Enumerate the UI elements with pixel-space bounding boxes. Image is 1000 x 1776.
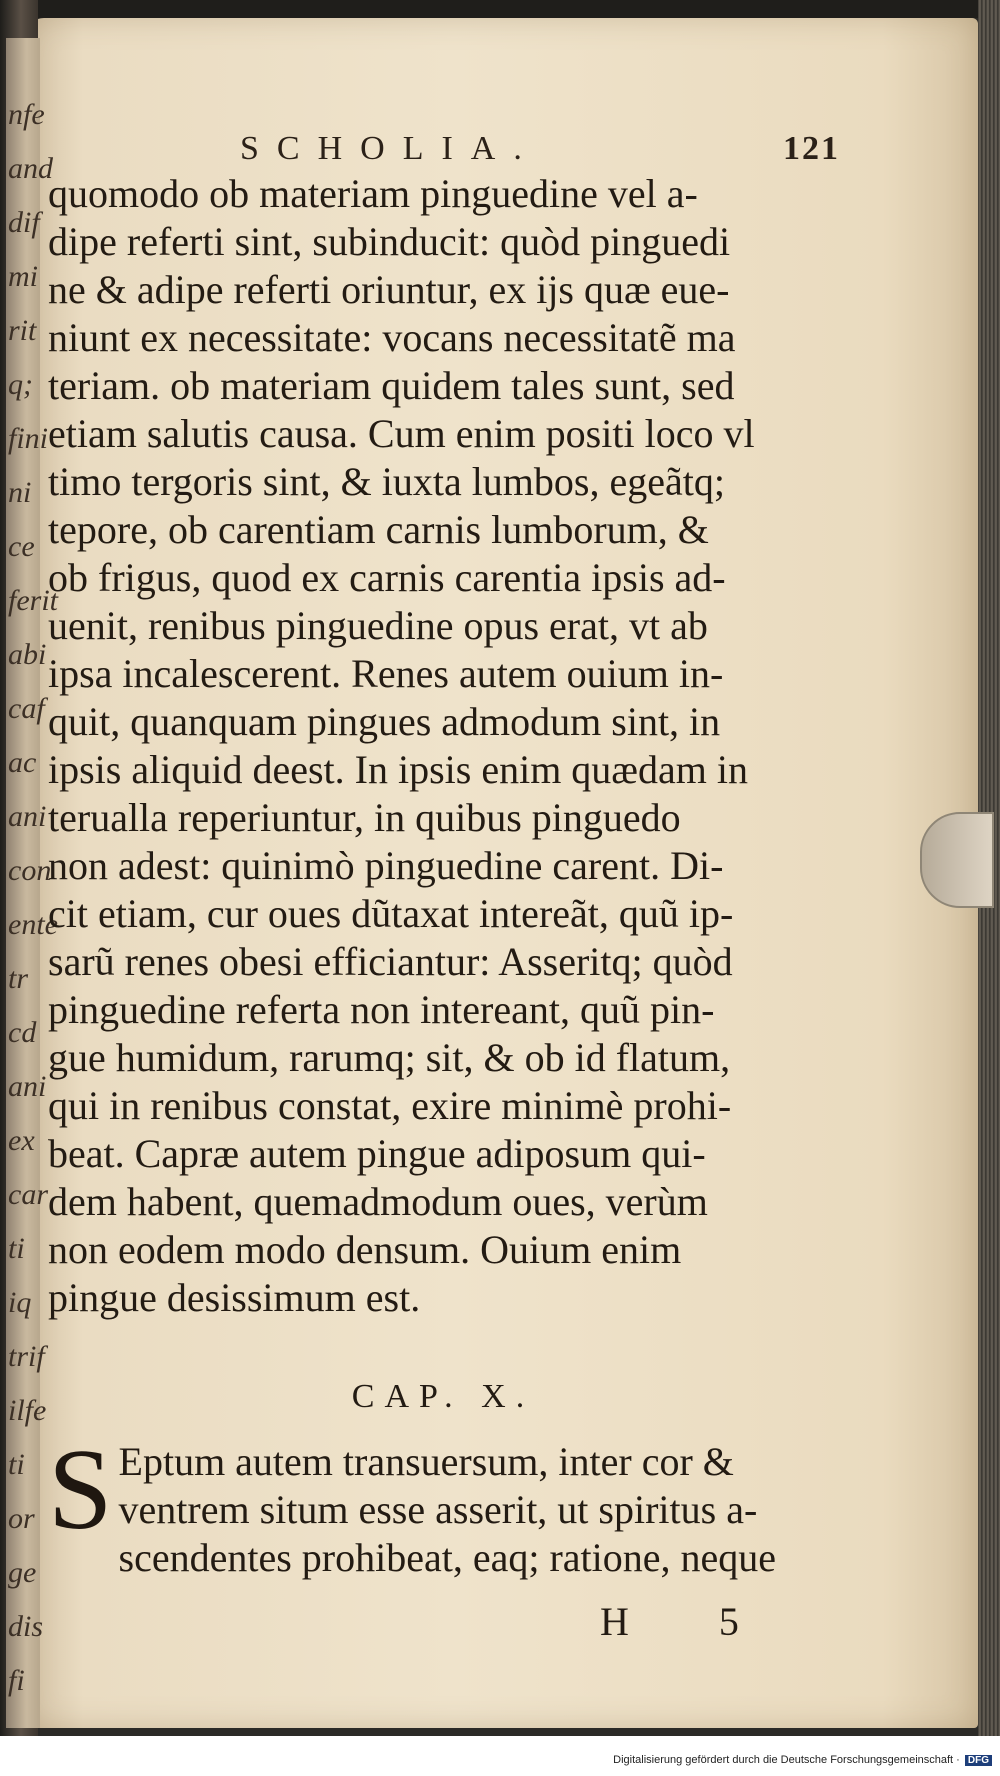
facing-page-fragment: or bbox=[8, 1502, 35, 1535]
facing-page-fragment: ente bbox=[8, 908, 58, 941]
facing-page-edge bbox=[6, 38, 58, 1728]
text-line: ipsis aliquid deest. In ipsis enim quædam in bbox=[48, 747, 748, 792]
facing-page-fragment: car bbox=[8, 1178, 48, 1211]
facing-page-fragment: trif bbox=[8, 1340, 45, 1373]
text-line: ob frigus, quod ex carnis carentia ipsis ad- bbox=[48, 555, 726, 600]
chapter-text-line: ventrem situm esse asserit, ut spiritus a- bbox=[118, 1487, 758, 1532]
body-text bbox=[48, 170, 838, 1322]
credit-text: Digitalisierung gefördert durch die Deutsche Forschungsgemeinschaft · bbox=[613, 1754, 960, 1766]
facing-page-fragment: con bbox=[8, 854, 52, 887]
facing-page-fragment: abi bbox=[8, 638, 47, 671]
facing-page-fragment: and bbox=[8, 152, 53, 185]
text-line: qui in renibus constat, exire minimè prohi- bbox=[48, 1083, 732, 1128]
running-title: SCHOLIA. bbox=[240, 130, 540, 167]
drop-cap-initial: S bbox=[48, 1426, 113, 1554]
facing-page-fragment: dis bbox=[8, 1610, 44, 1643]
facing-page-fragment: ti bbox=[8, 1232, 25, 1265]
facing-page-fragment: ac bbox=[8, 746, 37, 779]
text-line: etiam salutis causa. Cum enim positi loco vl bbox=[48, 411, 755, 456]
facing-page-fragment: ex bbox=[8, 1124, 35, 1157]
chapter-text bbox=[48, 1426, 838, 1582]
text-line: non eodem modo densum. Ouium enim bbox=[48, 1227, 682, 1272]
text-line: terualla reperiuntur, in quibus pinguedo bbox=[48, 795, 681, 840]
facing-page-fragment: ti bbox=[8, 1448, 25, 1481]
text-line: tepore, ob carentiam carnis lumborum, & bbox=[48, 507, 709, 552]
text-line: pingue desissimum est. bbox=[48, 1275, 421, 1320]
top-border bbox=[0, 0, 1000, 18]
digitization-credit bbox=[613, 1754, 992, 1766]
facing-page-fragment: ani bbox=[8, 800, 47, 833]
chapter-heading: CAP. X. bbox=[351, 1378, 535, 1415]
facing-page-fragment: iq bbox=[8, 1286, 32, 1319]
facing-page-fragment: q; bbox=[8, 368, 33, 401]
signature-mark: H 5 bbox=[600, 1599, 779, 1644]
text-line: niunt ex necessitate: vocans necessitatẽ ma bbox=[48, 315, 736, 360]
facing-page-fragment: fini bbox=[8, 422, 49, 455]
page-clip bbox=[920, 812, 994, 908]
text-line: cit etiam, cur oues dũtaxat intereãt, quũ ip- bbox=[48, 891, 734, 936]
facing-page-fragment: mi bbox=[8, 260, 38, 293]
facing-page-fragment: ce bbox=[8, 530, 35, 563]
text-line: uenit, renibus pinguedine opus erat, vt ab bbox=[48, 603, 708, 648]
facing-page-fragment: rit bbox=[8, 314, 37, 347]
facing-page-fragment: ni bbox=[8, 476, 32, 509]
facing-page-fragment: dif bbox=[8, 206, 40, 239]
text-line: ipsa incalescerent. Renes autem ouium in- bbox=[48, 651, 724, 696]
dfg-logo: DFG bbox=[965, 1755, 992, 1766]
text-line: dipe referti sint, subinducit: quòd pinguedi bbox=[48, 219, 731, 264]
text-line: quit, quanquam pingues admodum sint, in bbox=[48, 699, 721, 744]
text-line: sarũ renes obesi efficiantur: Asseritq; quòd bbox=[48, 939, 733, 984]
facing-page-fragment: ilfe bbox=[8, 1394, 47, 1427]
chapter-text-line: scendentes prohibeat, eaq; ratione, neque bbox=[118, 1535, 777, 1580]
text-line: teriam. ob materiam quidem tales sunt, sed bbox=[48, 363, 735, 408]
facing-page-fragment: cd bbox=[8, 1016, 37, 1049]
text-line: beat. Capræ autem pingue adiposum qui- bbox=[48, 1131, 706, 1176]
text-line: gue humidum, rarumq; sit, & ob id flatum, bbox=[48, 1035, 731, 1080]
facing-page-fragment: ge bbox=[8, 1556, 37, 1589]
text-line: ne & adipe referti oriuntur, ex ijs quæ eue- bbox=[48, 267, 730, 312]
text-line: timo tergoris sint, & iuxta lumbos, egeãtq; bbox=[48, 459, 725, 504]
page-number: 121 bbox=[783, 130, 840, 167]
text-line: non adest: quinimò pinguedine carent. Di- bbox=[48, 843, 724, 888]
facing-page-fragment: nfe bbox=[8, 98, 45, 131]
text-line: quomodo ob materiam pinguedine vel a- bbox=[48, 171, 698, 216]
facing-page-fragment: ferit bbox=[8, 584, 58, 617]
running-head bbox=[240, 130, 840, 174]
facing-page-fragment: caf bbox=[8, 692, 45, 725]
chapter-text-line: Eptum autem transuersum, inter cor & bbox=[118, 1439, 734, 1484]
text-line: pinguedine referta non intereant, quũ pin- bbox=[48, 987, 715, 1032]
facing-page-fragment: fi bbox=[8, 1664, 25, 1697]
facing-page-fragment: ani bbox=[8, 1070, 47, 1103]
text-line: dem habent, quemadmodum oues, verùm bbox=[48, 1179, 708, 1224]
facing-page-fragment: tr bbox=[8, 962, 29, 995]
